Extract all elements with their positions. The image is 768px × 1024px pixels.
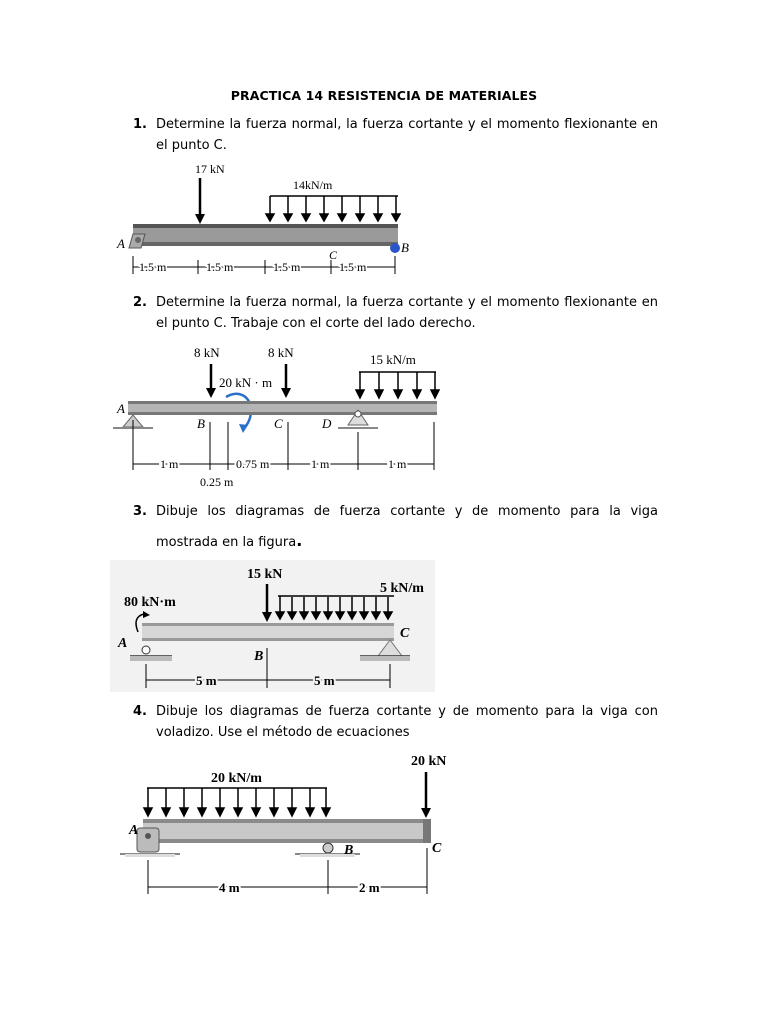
figure-beam-2 [108,340,453,490]
load-1-label: 8 kN [194,345,220,360]
figure-beam-1 [115,158,415,282]
problem-1 [133,114,658,156]
problem-number: 1. [133,117,147,132]
problem-number: 4. [133,704,147,719]
figure-beam-3 [110,560,435,692]
label-b: B [344,843,354,858]
distributed-load-label: 15 kN/m [370,352,416,367]
distributed-load-label: 5 kN/m [380,581,424,596]
problem-2 [133,292,658,334]
problem-text-end: . [296,531,303,550]
page-title: PRACTICA 14 RESISTENCIA DE MATERIALES [230,88,538,103]
problem-4 [133,701,658,743]
dim-2: 1.5 m [206,260,234,274]
label-a: A [117,236,125,251]
problem-number: 3. [133,504,147,519]
label-c: C [400,626,410,641]
label-c: C [329,248,338,262]
dim-1: 1 m [160,457,179,471]
point-load-label: 20 kN [411,754,447,769]
problem-text: Dibuje los diagramas de fuerza cortante y de momento para la viga mostrada en la figura [156,504,658,550]
label-c: C [432,841,442,856]
dim-3: 1.5 m [273,260,301,274]
dim-2: 0.75 m [236,457,270,471]
label-c: C [274,416,283,431]
label-b: B [197,416,205,431]
point-load-label: 15 kN [247,567,283,582]
problem-3 [133,497,658,557]
moment-label: 20 kN · m [219,375,273,390]
dim-2: 2 m [359,880,380,895]
dim-4: 1.5 m [339,260,367,274]
label-a: A [117,401,125,416]
load-2-label: 8 kN [268,345,294,360]
dim-1: 4 m [219,880,240,895]
dim-small: 0.25 m [200,475,234,489]
label-d: D [322,416,332,431]
distributed-load-label: 20 kN/m [211,771,262,786]
dim-1: 1.5 m [139,260,167,274]
problem-text: Dibuje los diagramas de fuerza cortante y de momento para la viga con voladizo. Use el método de ecuaciones [156,704,658,740]
figure-beam-4 [115,748,460,900]
label-b: B [401,240,409,255]
problem-number: 2. [133,295,147,310]
point-load-label: 17 kN [195,162,225,176]
problem-text: Determine la fuerza normal, la fuerza cortante y el momento flexionante en el punto C. Trabaje con el corte del lado derecho. [156,295,658,331]
dim-1: 5 m [196,673,217,688]
moment-label: 80 kN·m [124,595,176,610]
dim-3: 1 m [311,457,330,471]
label-a: A [118,636,128,651]
dim-4: 1 m [388,457,407,471]
distributed-load-label: 14kN/m [293,178,333,192]
label-a: A [129,823,139,838]
problem-text: Determine la fuerza normal, la fuerza cortante y el momento flexionante en el punto C. [156,117,658,153]
label-b: B [254,649,264,664]
dim-2: 5 m [314,673,335,688]
